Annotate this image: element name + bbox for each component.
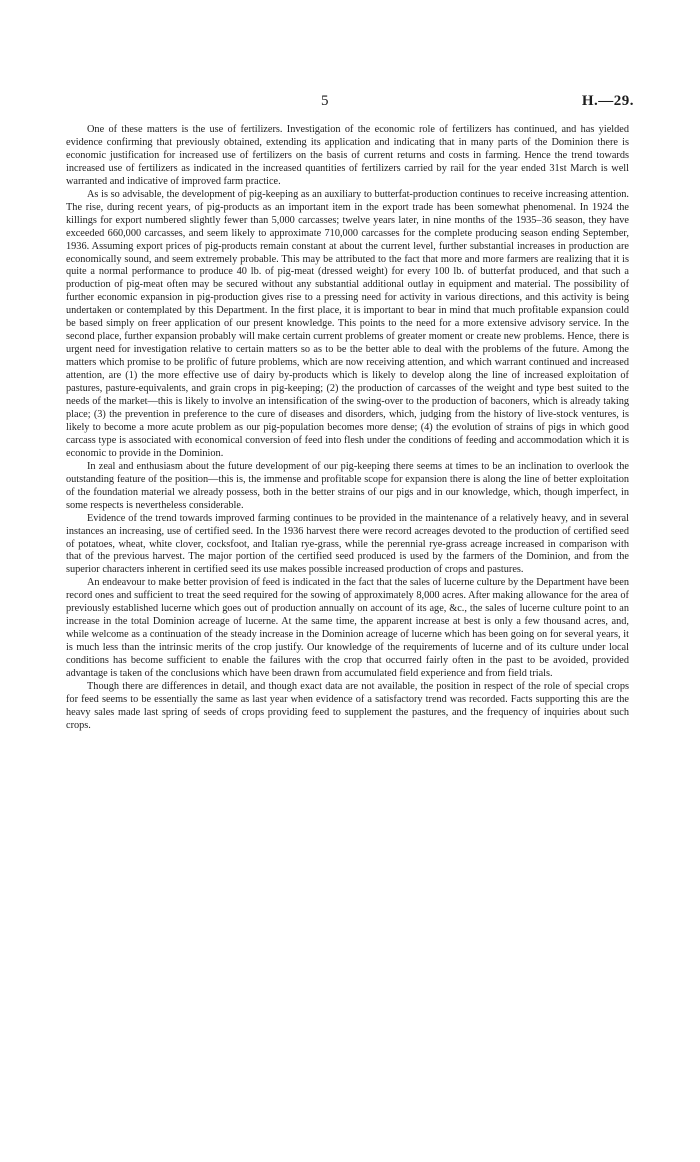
paragraph-special-crops: Though there are differences in detail, and though exact data are not available, the position in respect of the role of special crops for feed seems to be essentially the same as last year when evidence of a satisfactory trend was recorded. Facts supporting this are the heavy sales made last spring of seeds of crops providing feed to supplement the pastures, and the frequency of inquiries about such crops. [66,680,629,731]
paragraph-pig-keeping: As is so advisable, the development of pig-keeping as an auxiliary to butterfat-production continues to receive increasing attention. The rise, during recent years, of pig-products as an important item in the export trade has been somewhat phenomenal. In 1924 the killings for export numbered slightly fewer than 5,000 carcasses; twelve years later, in nine months of the 1935–36 season, they have exceeded 660,000 carcasses, and seem likely to approximate 710,000 carcasses for the complete producing season ending September, 1936. Assuming export prices of pig-products remain constant at about the current level, further substantial increases in production are economically sound, and seem extremely probable. This may be attributed to the fact that more and more farmers are realizing that it is quite a normal performance to produce 40 lb. of pig-meat (dressed weight) for every 100 lb. of butterfat produced, and that such a production of pig-meat often may be secured without any substantial additional outlay in equipment and material. The possibility of further economic expansion in pig-production gives rise to a pressing need for activity in various directions, and this activity is being undertaken or contemplated by this Department. In the first place, it is important to bear in mind that much profitable expansion could be based simply on freer application of our present knowledge. This points to the need for a more extensive advisory service. In the second place, further expansion probably will make certain current problems of greater moment or create new problems. Hence, there is urgent need for investigation relative to certain matters so as to be the better able to deal with the problems of the future. Among the matters which promise to be prolific of future problems, which are now receiving attention, and which warrant continued and increased attention, are (1) the more effective use of dairy by-products which is likely to develop along the line of increased exploitation of pastures, pasture-equivalents, and grain crops in pig-keeping; (2) the production of carcasses of the weight and type best suited to the needs of the market—this is likely to involve an intensification of the swing-over to the production of baconers, which is already taking place; (3) the prevention in preference to the cure of diseases and disorders, which, judging from the history of live-stock ventures, is likely to become a more acute problem as our pig-population becomes more dense; (4) the evolution of strains of pigs in which good carcass type is associated with economical conversion of feed into flesh under the conditions of feeding and accommodation which it is economic to provide in the Dominion. [66,188,629,459]
body-text [66,124,629,733]
paragraph-fertilizers: One of these matters is the use of fertilizers. Investigation of the economic role of fertilizers has continued, and has yielded evidence confirming that previously obtained, extending its application and indicating that in many parts of the Dominion there is economic justification for increased use of fertilizers on the basis of current returns and costs in farming. Hence the trend towards increased use of fertilizers as indicated in the increased quantities of fertilizers carried by rail for the year ended 31st March is well warranted and indicative of improved farm practice. [66,124,629,187]
page-number: 5 [321,93,329,109]
paragraph-certified-seed: Evidence of the trend towards improved farming continues to be provided in the maintenance of a relatively heavy, and in several instances an increasing, use of certified seed. In the 1936 harvest there were record acreages devoted to the production of certified seed of potatoes, wheat, white clover, cocksfoot, and Italian rye-grass, while the perennial rye-grass acreage increased in comparison with that of the previous harvest. The major portion of the certified seed produced is used by the farmers of the Dominion, and from the superior characters inherent in certified seed its use makes possible increased production of crops and pastures. [66,512,629,576]
paragraph-lucerne: An endeavour to make better provision of feed is indicated in the fact that the sales of lucerne culture by the Department have been record ones and sufficient to treat the seed required for the sowing of approximately 8,000 acres. After making allowance for the area of previously established lucerne which goes out of production annually on account of its age, &c., the sales of lucerne culture point to an increase in the total Dominion acreage of lucerne. At the same time, the apparent increase at best is only a few thousand acres, and, while welcome as a continuation of the steady increase in the Dominion acreage of lucerne which has been going on for several years, it is much less than the intrinsic merits of the crop justify. Our knowledge of the requirements of lucerne and of its culture under local conditions has become sufficient to enable the failures with the crop that occurred fairly often in the past to be avoided, provided advantage is taken of the conclusions which have been drawn from accumulated field experience and from field trials. [66,577,629,680]
paragraph-zeal-enthusiasm: In zeal and enthusiasm about the future development of our pig-keeping there seems at times to be an inclination to overlook the outstanding feature of the position—this is, the immense and profitable scope for expansion there is along the line of better exploitation of the foundation material we already possess, both in the better strains of our pigs and in our knowledge, which, though imperfect, in some respects is nevertheless considerable. [66,460,629,511]
document-reference: H.—29. [581,93,634,109]
